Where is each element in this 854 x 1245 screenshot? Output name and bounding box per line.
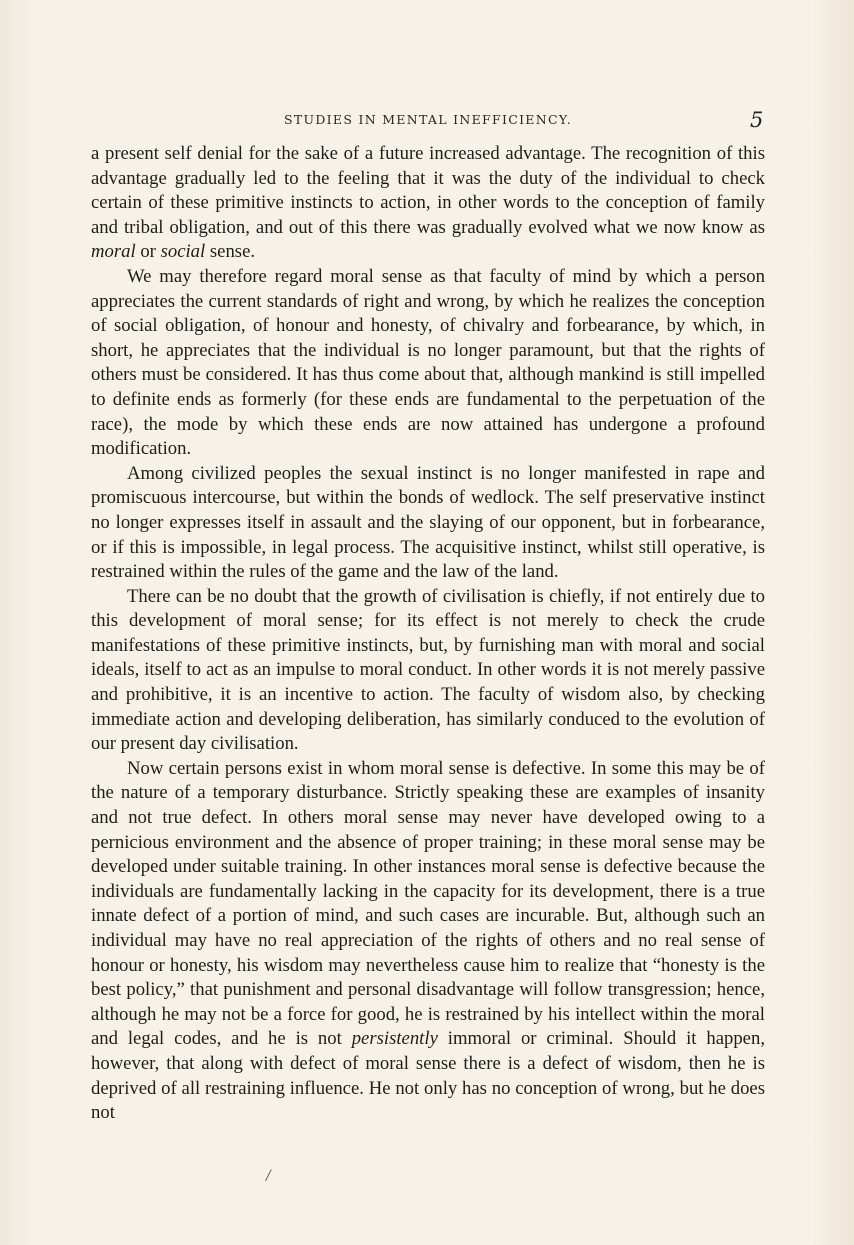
running-head (0, 108, 854, 138)
paragraph-3: Among civilized peoples the sexual instinct is no longer manifested in rape and promiscuous intercourse, but within the bonds of wedlock. The self preservative instinct no longer expresses itself in assault and the slaying of our opponent, but in forbearance, or if this is impossible, in legal process. The acquisitive instinct, whilst still operative, is restrained within the rules of the game and the law of the land. (91, 462, 765, 583)
paragraph-1-text-a: a present self denial for the sake of a future increased advantage. The recognition of this advantage gradually led to the feeling that it was the duty of the individual to check certain of these primitive instincts to action, in other words to the conception of family and tribal obligation, and out of this there was gradually evolved what we now know as (91, 143, 765, 238)
running-title: STUDIES IN MENTAL INEFFICIENCY. (284, 112, 573, 127)
paragraph-5 (91, 757, 765, 1126)
paragraph-5-text-a: Now certain persons exist in whom moral sense is defective. In some this may be of the nature of a temporary disturbance. Strictly speaking these are examples of insanity and not true defect. In others moral sense may never have developed owing to a pernicious environment and the absence of proper training; in these moral sense may be developed under suitable training. In other instances moral sense is defective because the individuals are fundamentally lacking in the capacity for its development, there is a true innate defect of a portion of mind, and such cases are incurable. But, although such an individual may have no real appreciation of the rights of others and no real sense of honour or honesty, his wisdom may nevertheless cause him to realize that “honesty is the best policy,” that punishment and personal disadvantage will follow transgression; hence, although he may not be a force for good, he is restrained by his intellect within the moral and legal codes, and he is not (91, 757, 765, 1050)
body-text (91, 142, 765, 1126)
paragraph-2: We may therefore regard moral sense as that faculty of mind by which a person appreciates the current standards of right and wrong, by which he realizes the conception of social obligation, of honour and honesty, of chivalry and forbearance, by which, in short, he appreciates that the individual is no longer paramount, but that the rights of others must be considered. It has thus come about that, although mankind is still impelled to definite ends as formerly (for these ends are fundamental to the perpetuation of the race), the mode by which these ends are now attained has undergone a profound modification. (91, 265, 765, 460)
emphasis-persistently: persistently (351, 1028, 438, 1050)
paragraph-4: There can be no doubt that the growth of civilisation is chiefly, if not entirely due to this development of moral sense; for its effect is not merely to check the crude manifestations of these primitive instincts, but, by furnishing man with moral and social ideals, itself to act as an impulse to moral conduct. In other words it is not merely passive and prohibitive, it is an incentive to action. The faculty of wisdom also, by checking immediate action and developing deliberation, has similarly conduced to the evolution of our present day civilisation. (91, 585, 765, 755)
paragraph-1-text-c: sense. (205, 241, 256, 263)
page-number: 5 (750, 108, 764, 132)
stray-pencil-mark: / (266, 1168, 271, 1184)
paragraph-1-text-b: or (135, 241, 161, 263)
emphasis-moral: moral (91, 241, 136, 263)
emphasis-social: social (160, 241, 206, 263)
paragraph-1 (91, 142, 765, 265)
paragraph-5-text-b: immoral or criminal. Should it happen, however, that along with defect of moral sense there is a defect of wisdom, then he is deprived of all restraining influence. He not only has no conception of wrong, but he does not (91, 1028, 765, 1124)
